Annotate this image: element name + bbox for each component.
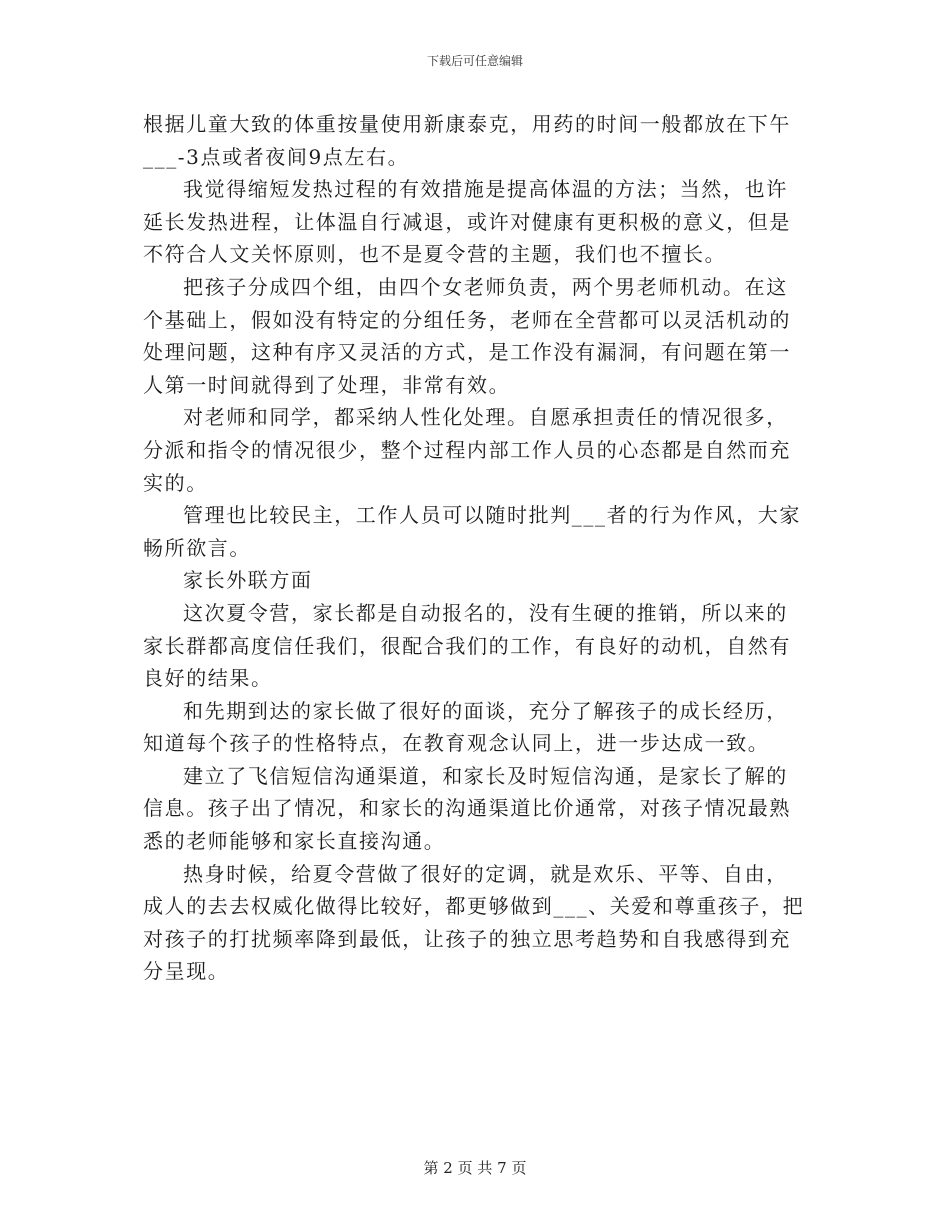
section-heading-parent-outreach: 家长外联方面	[183, 568, 313, 593]
paragraph-4: 对老师和同学，都采纳人性化处理。自愿承担责任的情况很多，分派和指令的情况很少，整个过程内部工作人员的心态都是自然而充实的。	[143, 405, 791, 495]
page-header-note: 下载后可任意编辑	[426, 54, 523, 68]
paragraph-9: 建立了飞信短信沟通渠道，和家长及时短信沟通，是家长了解的信息。孩子出了情况，和家长的沟通渠道比价通常，对孩子情况最熟悉的老师能够和家长直接沟通。	[143, 763, 791, 854]
document-body	[143, 108, 808, 988]
paragraph-1: 根据儿童大致的体重按量使用新康泰克，用药的时间一般都放在下午___-3点或者夜间9点左右。	[143, 112, 791, 169]
paragraph-3: 把孩子分成四个组，由四个女老师负责，两个男老师机动。在这个基础上，假如没有特定的分组任务，老师在全营都可以灵活机动的处理问题，这种有序又灵活的方式，是工作没有漏洞，有问题在第一人第一时间就得到了处理，非常有效。	[143, 274, 791, 397]
paragraph-2: 我觉得缩短发热过程的有效措施是提高体温的方法；当然，也许延长发热进程，让体温自行减退，或许对健康有更积极的意义，但是不符合人文关怀原则，也不是夏令营的主题，我们也不擅长。	[143, 177, 791, 267]
paragraph-5: 管理也比较民主，工作人员可以随时批判___者的行为作风，大家畅所欲言。	[143, 503, 801, 560]
paragraph-7: 这次夏令营，家长都是自动报名的，没有生硬的推销，所以来的家长群都高度信任我们，很配合我们的工作，有良好的动机，自然有良好的结果。	[143, 600, 791, 691]
paragraph-8: 和先期到达的家长做了很好的面谈，充分了解孩子的成长经历，知道每个孩子的性格特点，在教育观念认同上，进一步达成一致。	[143, 698, 788, 756]
page-number: 第 2 页 共 7 页	[423, 1159, 527, 1177]
paragraph-10: 热身时候，给夏令营做了很好的定调，就是欢乐、平等、自由，成人的去去权威化做得比较好，都更够做到___、关爱和尊重孩子，把对孩子的打扰频率降到最低，让孩子的独立思考趋势和自我感得到充分呈现。	[143, 861, 805, 984]
